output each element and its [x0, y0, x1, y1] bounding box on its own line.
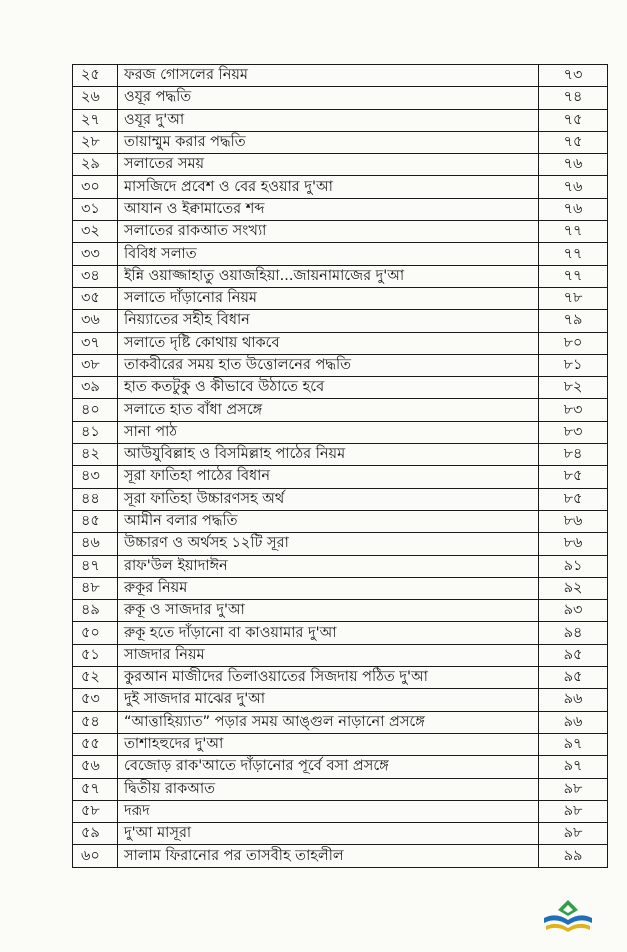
toc-entry-title: সাজদার নিয়ম — [118, 644, 539, 666]
toc-entry-number: ৩৭ — [73, 332, 118, 354]
toc-entry-title: দুই সাজদার মাঝের দু'আ — [118, 689, 539, 711]
toc-entry-title: তায়াম্মুম করার পদ্ধতি — [118, 131, 539, 153]
toc-entry-number: ৩৯ — [73, 377, 118, 399]
toc-row — [73, 221, 608, 243]
toc-entry-number: ৩৩ — [73, 243, 118, 265]
toc-entry-title: বেজোড় রাক'আতে দাঁড়ানোর পূর্বে বসা প্রসঙ্গে — [118, 756, 539, 778]
toc-row — [73, 600, 608, 622]
toc-entry-page: ৭৬ — [539, 198, 608, 220]
toc-entry-title: হাত কতটুকু ও কীভাবে উঠাতে হবে — [118, 377, 539, 399]
toc-row — [73, 778, 608, 800]
publisher-logo-icon — [540, 896, 596, 940]
toc-row — [73, 377, 608, 399]
toc-row — [73, 198, 608, 220]
toc-entry-title: সলাতের সময় — [118, 154, 539, 176]
toc-entry-page: ৭৮ — [539, 287, 608, 309]
toc-entry-page: ৮১ — [539, 354, 608, 376]
toc-row — [73, 689, 608, 711]
toc-entry-title: রাফ'উল ইয়াদাঈন — [118, 555, 539, 577]
toc-entry-number: ২৭ — [73, 109, 118, 131]
toc-entry-page: ৯৪ — [539, 622, 608, 644]
toc-entry-page: ৭৩ — [539, 65, 608, 87]
toc-entry-number: ৩২ — [73, 221, 118, 243]
toc-entry-title: রুকূর নিয়ম — [118, 577, 539, 599]
toc-entry-number: ৩৫ — [73, 287, 118, 309]
toc-row — [73, 466, 608, 488]
toc-row — [73, 533, 608, 555]
toc-row — [73, 310, 608, 332]
toc-entry-number: ২৫ — [73, 65, 118, 87]
toc-entry-title: আমীন বলার পদ্ধতি — [118, 510, 539, 532]
toc-entry-number: ৫২ — [73, 667, 118, 689]
toc-entry-title: তাশাহহুদের দু'আ — [118, 733, 539, 755]
toc-row — [73, 87, 608, 109]
toc-entry-number: ৩০ — [73, 176, 118, 198]
toc-entry-number: ৩৬ — [73, 310, 118, 332]
toc-entry-number: ২৮ — [73, 131, 118, 153]
toc-entry-title: আউযুবিল্লাহ ও বিসমিল্লাহ পাঠের নিয়ম — [118, 444, 539, 466]
toc-entry-number: ৪৪ — [73, 488, 118, 510]
toc-row — [73, 65, 608, 87]
toc-entry-title: সলাতে দৃষ্টি কোথায় থাকবে — [118, 332, 539, 354]
toc-entry-number: ৪৮ — [73, 577, 118, 599]
toc-entry-title: তাকবীরের সময় হাত উত্তোলনের পদ্ধতি — [118, 354, 539, 376]
toc-entry-page: ৯২ — [539, 577, 608, 599]
toc-row — [73, 332, 608, 354]
toc-entry-title: ওযূর পদ্ধতি — [118, 87, 539, 109]
toc-entry-page: ৯৬ — [539, 711, 608, 733]
toc-row — [73, 622, 608, 644]
toc-entry-page: ৭৬ — [539, 176, 608, 198]
toc-entry-page: ৭৭ — [539, 265, 608, 287]
toc-row — [73, 287, 608, 309]
toc-entry-page: ৭৭ — [539, 221, 608, 243]
toc-entry-title: “আত্তাহিয়্যাত” পড়ার সময় আঙ্গুল নাড়ানো প্রসঙ্গে — [118, 711, 539, 733]
toc-entry-number: ৪৭ — [73, 555, 118, 577]
toc-row — [73, 243, 608, 265]
toc-entry-page: ৮৩ — [539, 421, 608, 443]
toc-row — [73, 354, 608, 376]
toc-row — [73, 176, 608, 198]
toc-row — [73, 800, 608, 822]
toc-entry-page: ৮২ — [539, 377, 608, 399]
toc-entry-number: ৪৫ — [73, 510, 118, 532]
toc-row — [73, 109, 608, 131]
toc-entry-number: ৪৬ — [73, 533, 118, 555]
toc-entry-title: বিবিধ সলাত — [118, 243, 539, 265]
toc-entry-title: সানা পাঠ — [118, 421, 539, 443]
toc-entry-page: ৯৫ — [539, 667, 608, 689]
toc-entry-page: ৯৭ — [539, 733, 608, 755]
toc-entry-number: ৫০ — [73, 622, 118, 644]
toc-entry-page: ৯৮ — [539, 778, 608, 800]
toc-entry-page: ৯৮ — [539, 800, 608, 822]
toc-entry-number: ৫৭ — [73, 778, 118, 800]
toc-entry-title: সূরা ফাতিহা পাঠের বিধান — [118, 466, 539, 488]
toc-entry-page: ৮০ — [539, 332, 608, 354]
toc-entry-title: উচ্চারণ ও অর্থসহ ১২টি সূরা — [118, 533, 539, 555]
toc-row — [73, 399, 608, 421]
toc-entry-number: ৫৬ — [73, 756, 118, 778]
toc-row — [73, 823, 608, 845]
toc-entry-title: ফরজ গোসলের নিয়ম — [118, 65, 539, 87]
toc-row — [73, 667, 608, 689]
toc-entry-page: ৭৫ — [539, 131, 608, 153]
toc-row — [73, 644, 608, 666]
toc-entry-title: মাসজিদে প্রবেশ ও বের হওয়ার দু'আ — [118, 176, 539, 198]
toc-entry-number: ৪৯ — [73, 600, 118, 622]
toc-entry-page: ৯৮ — [539, 823, 608, 845]
toc-row — [73, 421, 608, 443]
toc-row — [73, 488, 608, 510]
toc-entry-number: ৫৯ — [73, 823, 118, 845]
toc-entry-title: আযান ও ইক্বামাতের শব্দ — [118, 198, 539, 220]
toc-entry-title: সলাতে দাঁড়ানোর নিয়ম — [118, 287, 539, 309]
toc-entry-number: ৪৩ — [73, 466, 118, 488]
toc-entry-number: ৬০ — [73, 845, 118, 867]
toc-row — [73, 711, 608, 733]
toc-entry-page: ৭৭ — [539, 243, 608, 265]
toc-entry-title: কুরআন মাজীদের তিলাওয়াতের সিজদায় পঠিত দু'আ — [118, 667, 539, 689]
toc-entry-title: সলাতে হাত বাঁধা প্রসঙ্গে — [118, 399, 539, 421]
toc-entry-number: ৪০ — [73, 399, 118, 421]
toc-entry-page: ৮৫ — [539, 466, 608, 488]
toc-entry-page: ৯৫ — [539, 644, 608, 666]
table-of-contents — [72, 64, 608, 868]
toc-entry-page: ৮৫ — [539, 488, 608, 510]
toc-entry-title: ওযূর দু'আ — [118, 109, 539, 131]
toc-entry-number: ৫৩ — [73, 689, 118, 711]
toc-entry-number: ৫৪ — [73, 711, 118, 733]
toc-entry-page: ৯৩ — [539, 600, 608, 622]
toc-row — [73, 756, 608, 778]
toc-entry-page: ৯৬ — [539, 689, 608, 711]
toc-entry-number: ৩১ — [73, 198, 118, 220]
toc-entry-page: ৭৪ — [539, 87, 608, 109]
toc-row — [73, 733, 608, 755]
toc-entry-number: ৫১ — [73, 644, 118, 666]
toc-entry-title: রুকূ ও সাজদার দু'আ — [118, 600, 539, 622]
toc-entry-number: ৫৮ — [73, 800, 118, 822]
toc-entry-page: ৯৭ — [539, 756, 608, 778]
toc-entry-number: ২৯ — [73, 154, 118, 176]
toc-row — [73, 510, 608, 532]
toc-row — [73, 444, 608, 466]
toc-entry-number: ২৬ — [73, 87, 118, 109]
toc-row — [73, 555, 608, 577]
toc-entry-number: ৫৫ — [73, 733, 118, 755]
toc-entry-title: ইন্নি ওয়াজ্জাহাতু ওয়াজহিয়া...জায়নামাজের দু'আ — [118, 265, 539, 287]
toc-row — [73, 154, 608, 176]
toc-entry-title: দরূদ — [118, 800, 539, 822]
toc-entry-page: ৮৩ — [539, 399, 608, 421]
toc-entry-page: ৯১ — [539, 555, 608, 577]
toc-entry-number: ৩৪ — [73, 265, 118, 287]
toc-row — [73, 265, 608, 287]
toc-entry-title: রুকূ হতে দাঁড়ানো বা কাওয়ামার দু'আ — [118, 622, 539, 644]
toc-entry-page: ৮৪ — [539, 444, 608, 466]
toc-entry-title: সলাতের রাকআত সংখ্যা — [118, 221, 539, 243]
toc-entry-page: ৮৬ — [539, 533, 608, 555]
toc-entry-page: ৭৫ — [539, 109, 608, 131]
toc-entry-title: নিয়্যাতের সহীহ বিধান — [118, 310, 539, 332]
toc-entry-number: ৩৮ — [73, 354, 118, 376]
toc-row — [73, 845, 608, 867]
toc-entry-page: ৯৯ — [539, 845, 608, 867]
toc-row — [73, 577, 608, 599]
toc-entry-number: ৪১ — [73, 421, 118, 443]
toc-entry-title: সালাম ফিরানোর পর তাসবীহ তাহলীল — [118, 845, 539, 867]
toc-entry-page: ৭৯ — [539, 310, 608, 332]
toc-entry-title: দ্বিতীয় রাকআত — [118, 778, 539, 800]
toc-entry-number: ৪২ — [73, 444, 118, 466]
toc-entry-page: ৮৬ — [539, 510, 608, 532]
toc-entry-title: সূরা ফাতিহা উচ্চারণসহ অর্থ — [118, 488, 539, 510]
toc-row — [73, 131, 608, 153]
toc-body — [73, 65, 608, 868]
toc-entry-title: দু'আ মাসূরা — [118, 823, 539, 845]
toc-entry-page: ৭৬ — [539, 154, 608, 176]
